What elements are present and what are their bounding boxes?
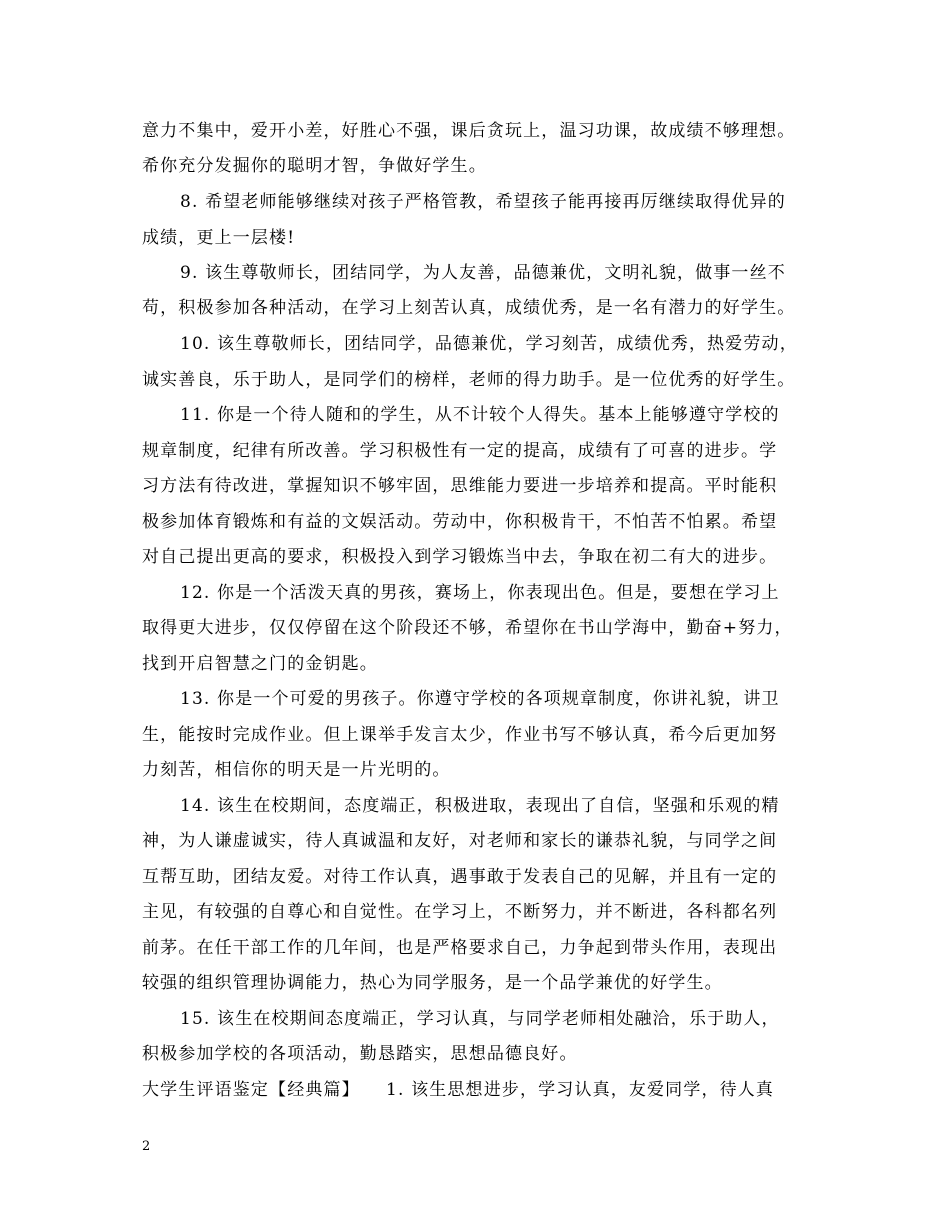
text-line: 神，为人谦虚诚实，待人真诚温和友好，对老师和家长的谦恭礼貌，与同学之间 bbox=[142, 831, 778, 851]
text-line: 10. 该生尊敬师长，团结同学，品德兼优，学习刻苦，成绩优秀，热爱劳动， bbox=[180, 334, 798, 354]
text-line: 前茅。在任干部工作的几年间，也是严格要求自己，力争起到带头作用，表现出 bbox=[142, 938, 778, 958]
text-line: 取得更大进步，仅仅停留在这个阶段还不够，希望你在书山学海中，勤奋+努力， bbox=[142, 618, 793, 638]
text-line: 互帮互助，团结友爱。对待工作认真，遇事敢于发表自己的见解，并且有一定的 bbox=[142, 867, 778, 887]
text-line: 意力不集中，爱开小差，好胜心不强，课后贪玩上，温习功课，故成绩不够理想。 bbox=[142, 121, 796, 141]
text-line: 14. 该生在校期间，态度端正，积极进取，表现出了自信，坚强和乐观的精 bbox=[180, 796, 780, 816]
text-line: 找到开启智慧之门的金钥匙。 bbox=[142, 654, 378, 674]
text-line: 规章制度，纪律有所改善。学习积极性有一定的提高，成绩有了可喜的进步。学 bbox=[142, 441, 778, 461]
section-heading-line: 大学生评语鉴定【经典篇】 1. 该生思想进步，学习认真，友爱同学，待人真 bbox=[142, 1080, 775, 1100]
text-line: 13. 你是一个可爱的男孩子。你遵守学校的各项规章制度，你讲礼貌，讲卫 bbox=[180, 689, 780, 709]
page-number: 2 bbox=[142, 1139, 151, 1154]
text-line: 对自己提出更高的要求，积极投入到学习锻炼当中去，争取在初二有大的进步。 bbox=[142, 547, 778, 567]
text-line: 力刻苦，相信你的明天是一片光明的。 bbox=[142, 760, 451, 780]
text-line: 希你充分发掘你的聪明才智，争做好学生。 bbox=[142, 156, 487, 176]
text-line: 较强的组织管理协调能力，热心为同学服务，是一个品学兼优的好学生。 bbox=[142, 973, 723, 993]
text-line: 15. 该生在校期间态度端正，学习认真，与同学老师相处融洽，乐于助人， bbox=[180, 1009, 780, 1029]
text-line: 积极参加学校的各项活动，勤恳踏实，思想品德良好。 bbox=[142, 1044, 578, 1064]
text-line: 8. 希望老师能够继续对孩子严格管教，希望孩子能再接再厉继续取得优异的 bbox=[180, 192, 786, 212]
text-line: 成绩，更上一层楼! bbox=[142, 228, 296, 248]
text-line: 9. 该生尊敬师长，团结同学，为人友善，品德兼优，文明礼貌，做事一丝不 bbox=[180, 263, 786, 283]
text-line: 极参加体育锻炼和有益的文娱活动。劳动中，你积极肯干，不怕苦不怕累。希望 bbox=[142, 512, 778, 532]
text-line: 12. 你是一个活泼天真的男孩，赛场上，你表现出色。但是，要想在学习上 bbox=[180, 583, 780, 603]
text-line: 主见，有较强的自尊心和自觉性。在学习上，不断努力，并不断进，各科都名列 bbox=[142, 902, 778, 922]
text-line: 苟，积极参加各种活动，在学习上刻苦认真，成绩优秀，是一名有潜力的好学生。 bbox=[142, 298, 796, 318]
text-line: 11. 你是一个待人随和的学生，从不计较个人得失。基本上能够遵守学校的 bbox=[180, 405, 780, 425]
text-line: 诚实善良，乐于助人，是同学们的榜样，老师的得力助手。是一位优秀的好学生。 bbox=[142, 370, 796, 390]
text-line: 生，能按时完成作业。但上课举手发言太少，作业书写不够认真，希今后更加努 bbox=[142, 725, 778, 745]
text-line: 习方法有待改进，掌握知识不够牢固，思维能力要进一步培养和提高。平时能积 bbox=[142, 476, 778, 496]
